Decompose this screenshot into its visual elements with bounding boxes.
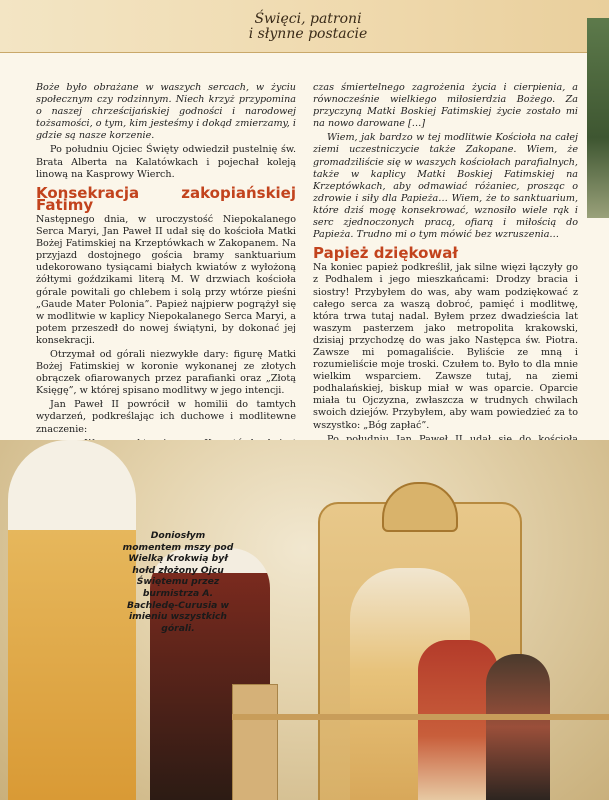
bishop-figure bbox=[8, 440, 136, 800]
child-figure-2 bbox=[486, 654, 550, 800]
section-title-line2: i słynne postacie bbox=[248, 26, 368, 42]
section-title-line1: Święci, patroni bbox=[254, 11, 362, 27]
photo-caption: Doniosłym momentem mszy pod Wielką Krokwią był hołd złożony Ojcu Świętemu przez burmistrza A. Bachledę-Curusia w imieniu wszystkich górali. bbox=[122, 530, 234, 634]
left-paragraph-4: Otrzymał od górali niezwykłe dary: figurę Matki Bożej Fatimskiej w koronie wykonanej ze złotych obrączek ofiarowanych przez parafianki oraz „Złotą Księgę”, w której spisano modlitwy w jego intencji. bbox=[36, 348, 296, 397]
ceremony-photo bbox=[0, 440, 609, 800]
corner-photo bbox=[587, 18, 609, 218]
heading-konsekracja: Konsekracja zakopiańskiej Fatimy bbox=[36, 183, 296, 214]
throne-crest bbox=[382, 482, 458, 532]
right-paragraph-2: Wiem, jak bardzo w tej modlitwie Kościoła na całej ziemi uczestniczycie także Zakopane. Wiem, że gromadziliście się w waszych kościołach parafialnych, także w kaplicy Matki Boskiej Fatimskiej na Krzeptówkach, aby odmawiać różaniec, prosząc o zdrowie i siły dla Papieża… Wiem, że to sanktuarium, które dziś mogę konsekrować, wznosiło wiele rąk i serc zjednoczonych pracą, ofiarą i miłością do Papieża. Trudno mi o tym mówić bez wzruszenia… bbox=[313, 132, 578, 241]
left-paragraph-1: Boże było obrażane w waszych sercach, w życiu społecznym czy rodzinnym. Niech krzyż przypomina o naszej chrześcijańskiej godności i narodowej tożsamości, o tym, kim jesteśmy i dokąd zmierzamy, i gdzie są nasze korzenie. bbox=[36, 82, 296, 142]
right-paragraph-1: czas śmiertelnego zagrożenia życia i cierpienia, a równocześnie wielkiego miłosierdzia Bożego. Za przyczyną Matki Boskiej Fatimskiej życie zostało mi na nowo darowane […] bbox=[313, 82, 578, 130]
rail bbox=[232, 714, 609, 720]
section-title bbox=[228, 12, 388, 42]
podium bbox=[232, 684, 278, 800]
left-paragraph-3: Następnego dnia, w uroczystość Niepokalanego Serca Maryi, Jan Paweł II udał się do kościoła Matki Bożej Fatimskiej na Krzeptówkach w Zakopanem. Na przyjazd dostojnego gościa bramy sanktuarium udekorowano tysiącami białych kwiatów z wyłożoną żółtymi goździkami literą M. W drzwiach kościoła górale powitali go chlebem i solą przy wtórze pieśni „Gaude Mater Polonia”. Papież najpierw pogrążył się w modlitwie w kaplicy Niepokalanego Serca Maryi, a potem przeszedł do nowej świątyni, by dokonać jej konsekracji. bbox=[36, 213, 296, 346]
right-paragraph-3: Na koniec papież podkreślił, jak silne więzi łączyły go z Podhalem i jego mieszkańcami: Drodzy bracia i siostry! Przybyłem do was, aby wam podziękować z całego serca za waszą dobroć, pamięć i modlitwę, która trwa tutaj nadal. Byłem przez dwadzieścia lat waszym pasterzem jako metropolita krakowski, dzisiaj przychodzę do was jako Następca św. Piotra. Zawsze mi pomagaliście. Byliście ze mną i rozumieliście moje troski. Czułem to. Było to dla mnie wielkim wsparciem. Zawsze tutaj, na ziemi podhalańskiej, biskup miał w was oparcie. Oparcie miała tu Ojczyzna, zwłaszcza w trudnych chwilach swoich dziejów. Przybyłem, aby wam powiedzieć za to wszystko: „Bóg zapłać”. bbox=[313, 262, 578, 431]
heading-papiez: Papież dziękował bbox=[313, 244, 458, 263]
left-paragraph-2: Po południu Ojciec Święty odwiedził pustelnię św. Brata Alberta na Kalatówkach i pojechał koleją linową na Kasprowy Wierch. bbox=[36, 144, 296, 180]
left-paragraph-5: Jan Paweł II powrócił w homilii do tamtych wydarzeń, podkreślając ich duchowe i modlitewne znaczenie: bbox=[36, 399, 296, 435]
